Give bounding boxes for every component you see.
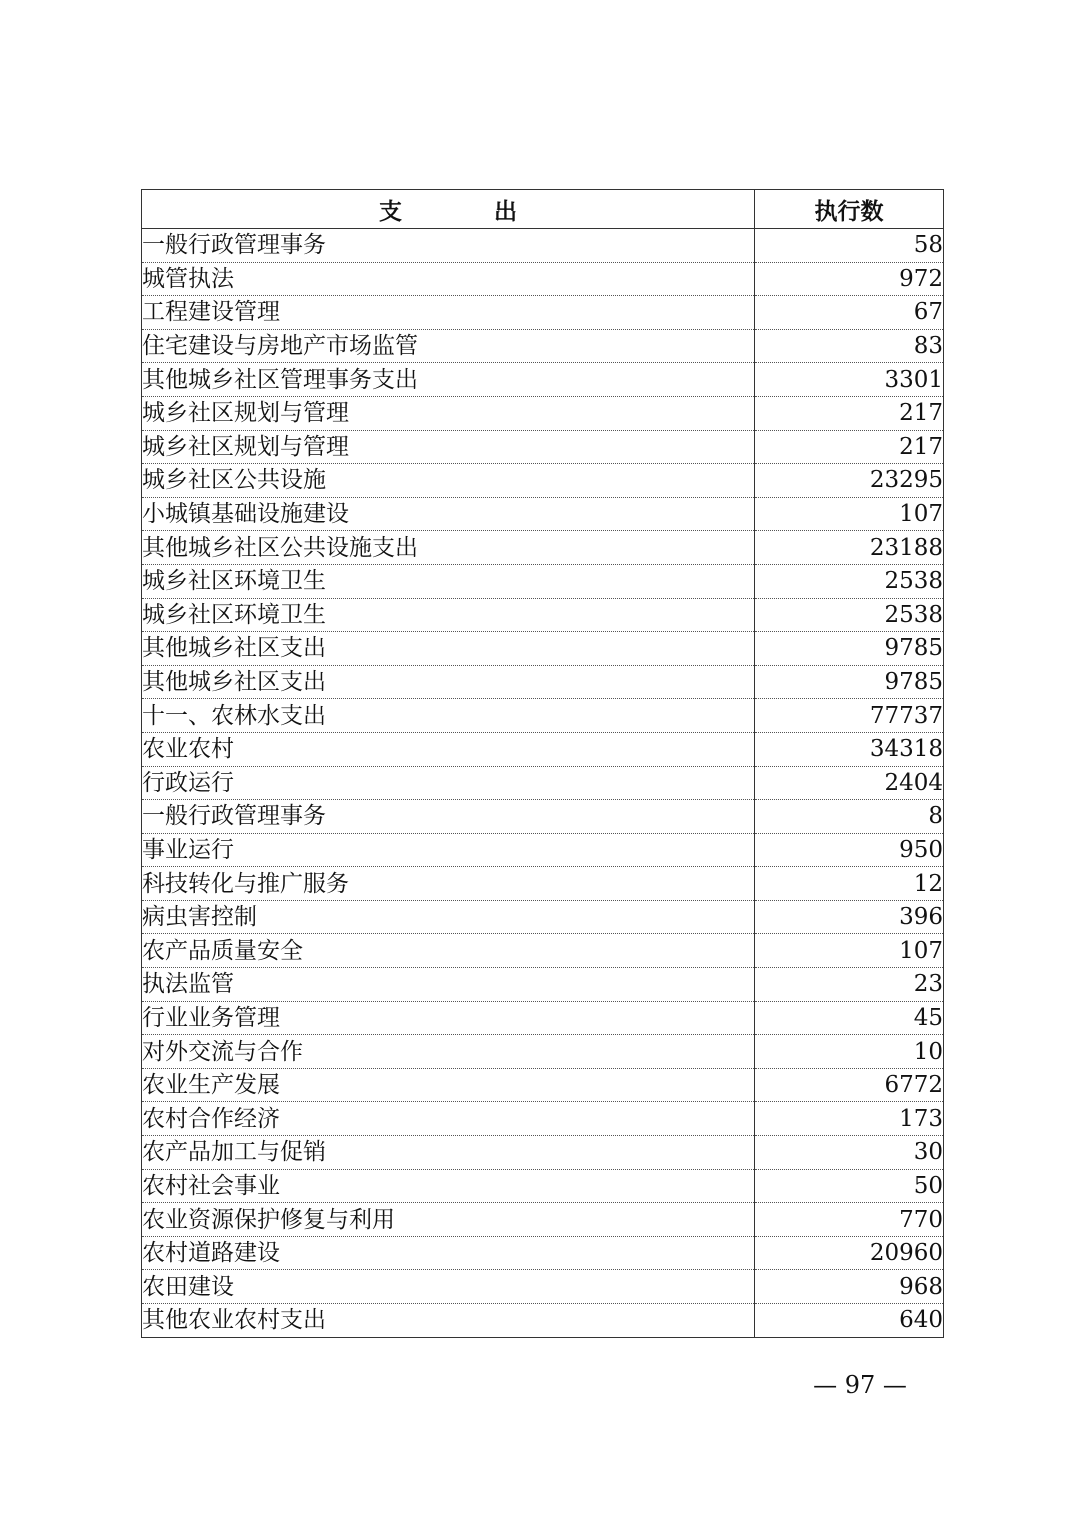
table-row <box>142 464 944 498</box>
table-row <box>142 1001 944 1035</box>
table-row <box>142 699 944 733</box>
table-row <box>142 732 944 766</box>
row-item-value: 640 <box>755 1304 944 1338</box>
table-row <box>142 329 944 363</box>
row-item-name: 农业生产发展 <box>142 1068 755 1102</box>
table-row <box>142 1169 944 1203</box>
table-row <box>142 968 944 1002</box>
row-item-value: 67 <box>755 296 944 330</box>
table-row <box>142 1236 944 1270</box>
row-item-value: 23295 <box>755 464 944 498</box>
row-item-name: 事业运行 <box>142 833 755 867</box>
row-item-value: 968 <box>755 1270 944 1304</box>
row-item-value: 6772 <box>755 1068 944 1102</box>
row-item-name: 农产品质量安全 <box>142 934 755 968</box>
row-item-value: 12 <box>755 867 944 901</box>
row-item-name: 其他城乡社区支出 <box>142 665 755 699</box>
row-item-name: 其他城乡社区公共设施支出 <box>142 531 755 565</box>
row-item-name: 农村合作经济 <box>142 1102 755 1136</box>
table-row <box>142 497 944 531</box>
page-number: — 97 — <box>813 1371 907 1399</box>
table-row <box>142 1304 944 1338</box>
row-item-value: 34318 <box>755 732 944 766</box>
table-body <box>142 229 944 1338</box>
row-item-name: 城乡社区公共设施 <box>142 464 755 498</box>
table-row <box>142 833 944 867</box>
row-item-value: 10 <box>755 1035 944 1069</box>
row-item-value: 3301 <box>755 363 944 397</box>
row-item-value: 23 <box>755 968 944 1002</box>
row-item-name: 城乡社区环境卫生 <box>142 564 755 598</box>
table-row <box>142 867 944 901</box>
table-row <box>142 1035 944 1069</box>
row-item-value: 30 <box>755 1136 944 1170</box>
table-row <box>142 900 944 934</box>
row-item-value: 2538 <box>755 598 944 632</box>
table-row <box>142 1270 944 1304</box>
row-item-name: 一般行政管理事务 <box>142 229 755 263</box>
row-item-name: 农业农村 <box>142 732 755 766</box>
table-row <box>142 430 944 464</box>
row-item-value: 972 <box>755 262 944 296</box>
table-row <box>142 1136 944 1170</box>
row-item-value: 83 <box>755 329 944 363</box>
row-item-name: 其他城乡社区管理事务支出 <box>142 363 755 397</box>
table-row <box>142 363 944 397</box>
row-item-value: 45 <box>755 1001 944 1035</box>
row-item-value: 9785 <box>755 665 944 699</box>
row-item-value: 50 <box>755 1169 944 1203</box>
table-row <box>142 598 944 632</box>
table-row <box>142 665 944 699</box>
row-item-name: 一般行政管理事务 <box>142 800 755 834</box>
row-item-name: 城乡社区规划与管理 <box>142 430 755 464</box>
row-item-name: 十一、农林水支出 <box>142 699 755 733</box>
table-row <box>142 296 944 330</box>
row-item-value: 58 <box>755 229 944 263</box>
row-item-value: 217 <box>755 396 944 430</box>
row-item-value: 217 <box>755 430 944 464</box>
row-item-value: 9785 <box>755 632 944 666</box>
row-item-name: 其他农业农村支出 <box>142 1304 755 1338</box>
row-item-name: 执法监管 <box>142 968 755 1002</box>
row-item-name: 城管执法 <box>142 262 755 296</box>
row-item-value: 770 <box>755 1203 944 1237</box>
table-row <box>142 564 944 598</box>
row-item-value: 20960 <box>755 1236 944 1270</box>
row-item-name: 小城镇基础设施建设 <box>142 497 755 531</box>
header-expenditure <box>142 190 755 229</box>
row-item-name: 农业资源保护修复与利用 <box>142 1203 755 1237</box>
row-item-name: 农产品加工与促销 <box>142 1136 755 1170</box>
row-item-value: 173 <box>755 1102 944 1136</box>
table-row <box>142 934 944 968</box>
table-row <box>142 229 944 263</box>
row-item-name: 住宅建设与房地产市场监管 <box>142 329 755 363</box>
table-row <box>142 766 944 800</box>
header-expenditure-label: 支出 <box>379 198 609 225</box>
row-item-value: 2538 <box>755 564 944 598</box>
row-item-value: 2404 <box>755 766 944 800</box>
table-row <box>142 396 944 430</box>
table-row <box>142 1203 944 1237</box>
row-item-name: 其他城乡社区支出 <box>142 632 755 666</box>
row-item-name: 行业业务管理 <box>142 1001 755 1035</box>
row-item-name: 工程建设管理 <box>142 296 755 330</box>
table-row <box>142 1068 944 1102</box>
row-item-name: 科技转化与推广服务 <box>142 867 755 901</box>
row-item-name: 城乡社区环境卫生 <box>142 598 755 632</box>
header-executed-amount: 执行数 <box>755 190 944 229</box>
expenditure-table <box>141 189 944 1338</box>
row-item-value: 950 <box>755 833 944 867</box>
table-row <box>142 1102 944 1136</box>
row-item-value: 8 <box>755 800 944 834</box>
row-item-name: 行政运行 <box>142 766 755 800</box>
table-header-row <box>142 190 944 229</box>
row-item-name: 对外交流与合作 <box>142 1035 755 1069</box>
row-item-name: 城乡社区规划与管理 <box>142 396 755 430</box>
row-item-name: 农村社会事业 <box>142 1169 755 1203</box>
table-row <box>142 262 944 296</box>
row-item-value: 396 <box>755 900 944 934</box>
row-item-value: 77737 <box>755 699 944 733</box>
row-item-value: 23188 <box>755 531 944 565</box>
table-row <box>142 800 944 834</box>
table-row <box>142 531 944 565</box>
row-item-name: 农村道路建设 <box>142 1236 755 1270</box>
row-item-value: 107 <box>755 497 944 531</box>
row-item-name: 病虫害控制 <box>142 900 755 934</box>
row-item-value: 107 <box>755 934 944 968</box>
row-item-name: 农田建设 <box>142 1270 755 1304</box>
table-row <box>142 632 944 666</box>
